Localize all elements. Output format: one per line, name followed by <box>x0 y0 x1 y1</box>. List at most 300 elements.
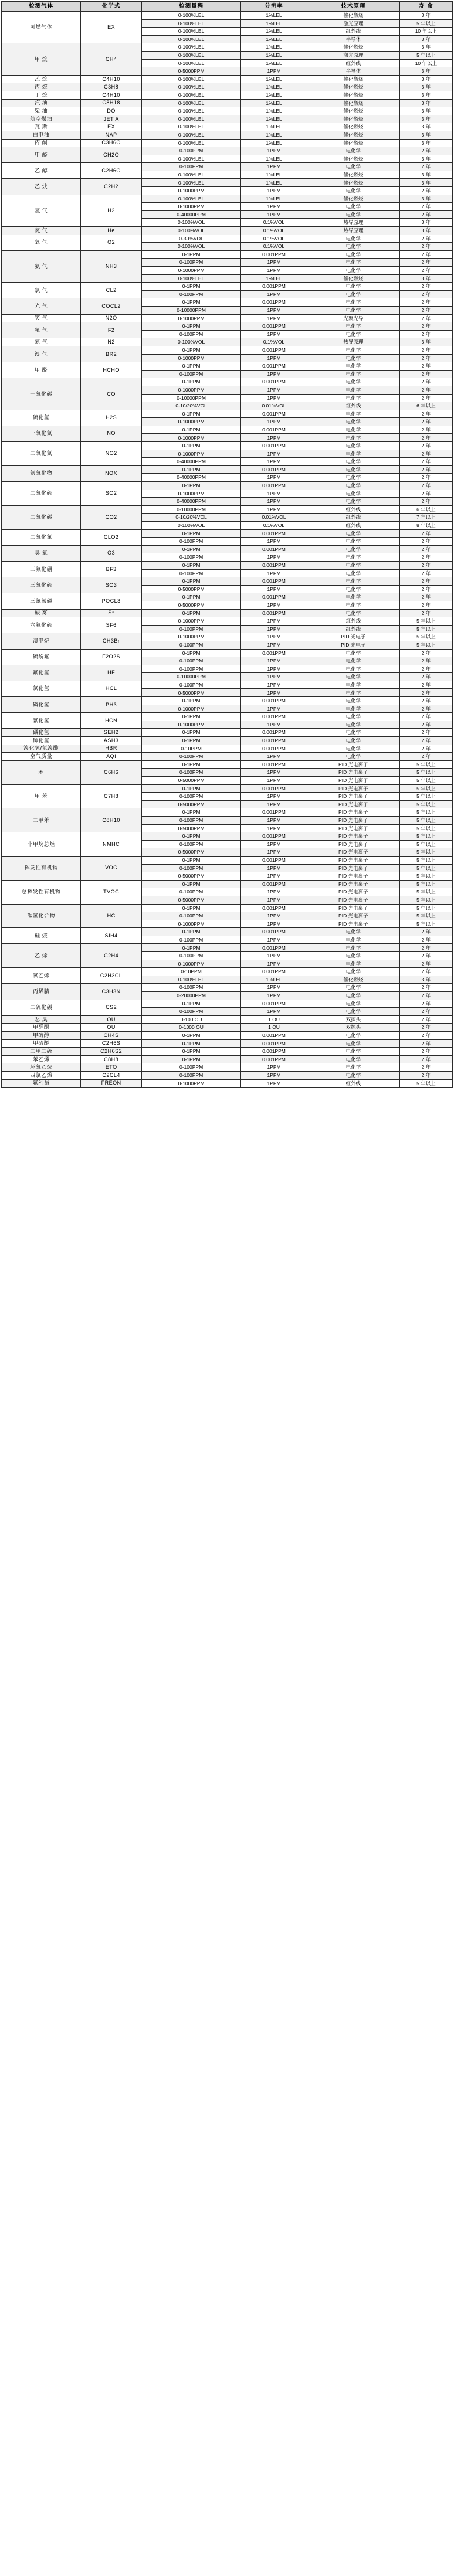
resolution-cell: 1PPM <box>241 960 307 968</box>
gas-name-cell: 甲硫醇 <box>2 1032 81 1040</box>
range-cell: 0-100%LEL <box>142 155 241 163</box>
lifetime-cell: 2 年 <box>399 1039 452 1048</box>
gas-name-cell: 笑 气 <box>2 314 81 322</box>
resolution-cell: 1PPM <box>241 617 307 626</box>
lifetime-cell: 2 年 <box>399 585 452 593</box>
table-row <box>2 75 453 83</box>
lifetime-cell: 8 年以上 <box>399 522 452 530</box>
range-cell: 0-1PPM <box>142 593 241 601</box>
range-cell: 0-1000PPM <box>142 617 241 626</box>
principle-cell: 催化燃烧 <box>307 43 399 52</box>
lifetime-cell: 2 年 <box>399 649 452 657</box>
resolution-cell: 1%LEL <box>241 131 307 139</box>
resolution-cell: 1PPM <box>241 721 307 729</box>
lifetime-cell: 5 年以上 <box>399 641 452 649</box>
resolution-cell: 0.001PPM <box>241 808 307 817</box>
lifetime-cell: 5 年以上 <box>399 920 452 928</box>
resolution-cell: 0.001PPM <box>241 928 307 936</box>
lifetime-cell: 2 年 <box>399 1071 452 1079</box>
resolution-cell: 0.01%VOL <box>241 514 307 522</box>
principle-cell: 电化学 <box>307 737 399 745</box>
resolution-cell: 1PPM <box>241 418 307 426</box>
range-cell: 0-100%LEL <box>142 131 241 139</box>
range-cell: 0-1PPM <box>142 346 241 354</box>
gas-name-cell: 六氟化硫 <box>2 617 81 633</box>
lifetime-cell: 3 年 <box>399 139 452 147</box>
lifetime-cell: 2 年 <box>399 250 452 259</box>
lifetime-cell: 2 年 <box>399 354 452 362</box>
lifetime-cell: 3 年 <box>399 75 452 83</box>
range-cell: 0-1000PPM <box>142 203 241 211</box>
principle-cell: PID 光电离子 <box>307 896 399 904</box>
principle-cell: 红外线 <box>307 514 399 522</box>
resolution-cell: 1PPM <box>241 330 307 338</box>
lifetime-cell: 2 年 <box>399 553 452 562</box>
principle-cell: 电化学 <box>307 960 399 968</box>
table-row <box>2 944 453 952</box>
principle-cell: 电化学 <box>307 665 399 673</box>
range-cell: 0-1000PPM <box>142 386 241 394</box>
lifetime-cell: 3 年 <box>399 131 452 139</box>
gas-name-cell: 氰化氢 <box>2 713 81 729</box>
principle-cell: 电化学 <box>307 370 399 378</box>
lifetime-cell: 3 年 <box>399 12 452 20</box>
resolution-cell: 0.001PPM <box>241 832 307 841</box>
gas-name-cell: 四氯乙烯 <box>2 1071 81 1079</box>
range-cell: 0-1PPM <box>142 808 241 817</box>
gas-formula-cell: C8H10 <box>81 808 142 832</box>
gas-name-cell: 甲 醛 <box>2 147 81 163</box>
principle-cell: 电化学 <box>307 936 399 944</box>
table-row <box>2 147 453 155</box>
lifetime-cell: 2 年 <box>399 713 452 721</box>
gas-name-cell: 磷化氢 <box>2 697 81 713</box>
table-row <box>2 163 453 171</box>
resolution-cell: 1PPM <box>241 816 307 824</box>
range-cell: 0-1000PPM <box>142 1079 241 1088</box>
gas-name-cell: 硅 烷 <box>2 928 81 944</box>
range-cell: 0-1PPM <box>142 322 241 331</box>
gas-name-cell: 苯 <box>2 760 81 784</box>
table-row <box>2 107 453 115</box>
gas-formula-cell: NMHC <box>81 832 142 857</box>
gas-formula-cell: CLO2 <box>81 529 142 545</box>
range-cell: 0-100%LEL <box>142 976 241 984</box>
principle-cell: 电化学 <box>307 705 399 713</box>
resolution-cell: 0.001PPM <box>241 944 307 952</box>
table-row <box>2 1048 453 1056</box>
lifetime-cell: 2 年 <box>399 992 452 1000</box>
lifetime-cell: 2 年 <box>399 593 452 601</box>
principle-cell: PID 光电离子 <box>307 777 399 785</box>
principle-cell: 半导体 <box>307 35 399 43</box>
principle-cell: 催化燃烧 <box>307 123 399 131</box>
gas-formula-cell: CH4 <box>81 43 142 75</box>
resolution-cell: 1PPM <box>241 458 307 466</box>
range-cell: 0-100PPM <box>142 952 241 960</box>
range-cell: 0-100%LEL <box>142 139 241 147</box>
range-cell: 0-100%VOL <box>142 219 241 227</box>
resolution-cell: 1%LEL <box>241 179 307 187</box>
lifetime-cell: 5 年以上 <box>399 864 452 872</box>
range-cell: 0-100PPM <box>142 912 241 920</box>
principle-cell: PID 光电离子 <box>307 760 399 769</box>
gas-formula-cell: HCL <box>81 681 142 696</box>
range-cell: 0-1PPM <box>142 1055 241 1063</box>
gas-name-cell: 一氧化氮 <box>2 426 81 441</box>
range-cell: 0-40000PPM <box>142 210 241 219</box>
gas-name-cell: 砷化氢 <box>2 737 81 745</box>
resolution-cell: 1PPM <box>241 848 307 857</box>
range-cell: 0-30%VOL <box>142 235 241 243</box>
lifetime-cell: 2 年 <box>399 235 452 243</box>
gas-formula-cell: C8H8 <box>81 1055 142 1063</box>
gas-name-cell: 甲 烷 <box>2 43 81 75</box>
resolution-cell: 1PPM <box>241 872 307 881</box>
resolution-cell: 0.001PPM <box>241 856 307 864</box>
range-cell: 0-100PPM <box>142 816 241 824</box>
table-row <box>2 617 453 626</box>
range-cell: 0-1PPM <box>142 832 241 841</box>
gas-formula-cell: H2 <box>81 195 142 226</box>
table-row <box>2 99 453 107</box>
lifetime-cell: 2 年 <box>399 474 452 482</box>
range-cell: 0-1000PPM <box>142 418 241 426</box>
lifetime-cell: 2 年 <box>399 442 452 450</box>
table-row <box>2 1063 453 1072</box>
range-cell: 0-1000PPM <box>142 721 241 729</box>
principle-cell: 电化学 <box>307 243 399 251</box>
table-row <box>2 1032 453 1040</box>
gas-name-cell: 丁 烷 <box>2 91 81 99</box>
table-header <box>2 2 453 12</box>
principle-cell: PID 光电离子 <box>307 872 399 881</box>
gas-formula-cell: C2H2 <box>81 179 142 195</box>
range-cell: 0-1PPM <box>142 737 241 745</box>
gas-name-cell: 氯乙烯 <box>2 968 81 984</box>
gas-name-cell: 恶 臭 <box>2 1015 81 1024</box>
principle-cell: 电化学 <box>307 1000 399 1008</box>
resolution-cell: 1%LEL <box>241 171 307 179</box>
resolution-cell: 1PPM <box>241 1079 307 1088</box>
gas-name-cell: 柴 油 <box>2 107 81 115</box>
resolution-cell: 0.001PPM <box>241 697 307 705</box>
range-cell: 0-100%LEL <box>142 19 241 28</box>
range-cell: 0-1PPM <box>142 904 241 912</box>
table-row <box>2 1000 453 1008</box>
resolution-cell: 1PPM <box>241 553 307 562</box>
resolution-cell: 1PPM <box>241 888 307 896</box>
resolution-cell: 1PPM <box>241 952 307 960</box>
range-cell: 0-1000PPM <box>142 354 241 362</box>
lifetime-cell: 5 年以上 <box>399 784 452 793</box>
resolution-cell: 1%LEL <box>241 123 307 131</box>
resolution-cell: 0.001PPM <box>241 713 307 721</box>
resolution-cell: 1%LEL <box>241 28 307 36</box>
range-cell: 0-10PPM <box>142 745 241 753</box>
lifetime-cell: 2 年 <box>399 378 452 386</box>
resolution-cell: 0.001PPM <box>241 426 307 434</box>
lifetime-cell: 5 年以上 <box>399 848 452 857</box>
range-cell: 0-100PPM <box>142 769 241 777</box>
gas-name-cell: 氮 气 <box>2 338 81 346</box>
table-row <box>2 729 453 737</box>
resolution-cell: 1PPM <box>241 800 307 808</box>
range-cell: 0-10000PPM <box>142 394 241 402</box>
table-row <box>2 322 453 331</box>
lifetime-cell: 3 年 <box>399 179 452 187</box>
gas-formula-cell: C2H6S <box>81 1039 142 1048</box>
gas-formula-cell: NH3 <box>81 250 142 282</box>
lifetime-cell: 5 年以上 <box>399 896 452 904</box>
gas-name-cell: 氦 气 <box>2 227 81 235</box>
range-cell: 0-100 OU <box>142 1015 241 1024</box>
lifetime-cell: 5 年以上 <box>399 800 452 808</box>
column-header-formula: 化学式 <box>81 2 142 12</box>
gas-name-cell: 乙 炔 <box>2 179 81 195</box>
lifetime-cell: 2 年 <box>399 147 452 155</box>
gas-name-cell: 航空煤油 <box>2 115 81 123</box>
principle-cell: 电化学 <box>307 553 399 562</box>
gas-name-cell: 二氧化碳 <box>2 505 81 529</box>
principle-cell: PID 光电离子 <box>307 840 399 848</box>
lifetime-cell: 5 年以上 <box>399 51 452 59</box>
resolution-cell: 1PPM <box>241 370 307 378</box>
principle-cell: 电化学 <box>307 259 399 267</box>
table-row <box>2 633 453 641</box>
lifetime-cell: 3 年 <box>399 43 452 52</box>
resolution-cell: 0.001PPM <box>241 784 307 793</box>
resolution-cell: 1PPM <box>241 824 307 832</box>
lifetime-cell: 2 年 <box>399 928 452 936</box>
gas-formula-cell: C3H3N <box>81 984 142 1000</box>
range-cell: 0-100PPM <box>142 864 241 872</box>
lifetime-cell: 2 年 <box>399 498 452 506</box>
principle-cell: PID 光电离子 <box>307 888 399 896</box>
range-cell: 0-1PPM <box>142 1000 241 1008</box>
resolution-cell: 0.001PPM <box>241 649 307 657</box>
gas-formula-cell: HCN <box>81 713 142 729</box>
range-cell: 0-100PPM <box>142 665 241 673</box>
gas-name-cell: 氯 气 <box>2 283 81 298</box>
range-cell: 0-1PPM <box>142 465 241 474</box>
principle-cell: 电化学 <box>307 928 399 936</box>
resolution-cell: 0.001PPM <box>241 745 307 753</box>
resolution-cell: 1%LEL <box>241 155 307 163</box>
resolution-cell: 1%LEL <box>241 107 307 115</box>
principle-cell: PID 光电离子 <box>307 856 399 864</box>
resolution-cell: 1PPM <box>241 450 307 458</box>
table-row <box>2 577 453 586</box>
resolution-cell: 1PPM <box>241 601 307 609</box>
gas-formula-cell: He <box>81 227 142 235</box>
lifetime-cell: 2 年 <box>399 721 452 729</box>
gas-name-cell: 二氧化氯 <box>2 529 81 545</box>
gas-formula-cell: AQI <box>81 753 142 761</box>
range-cell: 0-100PPM <box>142 1063 241 1072</box>
gas-name-cell: 瓦 斯 <box>2 123 81 131</box>
lifetime-cell: 2 年 <box>399 601 452 609</box>
table-row <box>2 442 453 450</box>
gas-formula-cell: NO2 <box>81 442 142 466</box>
gas-formula-cell: SO2 <box>81 482 142 506</box>
table-row <box>2 904 453 912</box>
gas-formula-cell: VOC <box>81 856 142 880</box>
range-cell: 0-1000PPM <box>142 187 241 195</box>
principle-cell: PID 光电离子 <box>307 864 399 872</box>
resolution-cell: 0.001PPM <box>241 346 307 354</box>
range-cell: 0-1PPM <box>142 378 241 386</box>
range-cell: 0-1PPM <box>142 362 241 371</box>
resolution-cell: 1%LEL <box>241 75 307 83</box>
lifetime-cell: 2 年 <box>399 243 452 251</box>
gas-name-cell: 总挥发性有机物 <box>2 880 81 904</box>
principle-cell: 电化学 <box>307 442 399 450</box>
resolution-cell: 1%LEL <box>241 43 307 52</box>
principle-cell: 电化学 <box>307 593 399 601</box>
principle-cell: 电化学 <box>307 1048 399 1056</box>
table-row <box>2 298 453 307</box>
principle-cell: 催化燃烧 <box>307 139 399 147</box>
lifetime-cell: 5 年以上 <box>399 793 452 801</box>
range-cell: 0-100%LEL <box>142 83 241 91</box>
lifetime-cell: 2 年 <box>399 450 452 458</box>
principle-cell: 电化学 <box>307 362 399 371</box>
lifetime-cell: 2 年 <box>399 577 452 586</box>
resolution-cell: 0.001PPM <box>241 529 307 538</box>
table-row <box>2 984 453 992</box>
gas-formula-cell: CS2 <box>81 1000 142 1015</box>
principle-cell: 催化燃烧 <box>307 274 399 283</box>
resolution-cell: 0.001PPM <box>241 1048 307 1056</box>
gas-name-cell: 氟利昂 <box>2 1079 81 1088</box>
principle-cell: 电化学 <box>307 306 399 314</box>
principle-cell: 电化学 <box>307 267 399 275</box>
gas-name-cell: 甲 醛 <box>2 362 81 378</box>
gas-name-cell: 二甲苯 <box>2 808 81 832</box>
principle-cell: 电化学 <box>307 418 399 426</box>
resolution-cell: 1PPM <box>241 259 307 267</box>
table-row <box>2 83 453 91</box>
resolution-cell: 1PPM <box>241 67 307 76</box>
gas-formula-cell: C4H10 <box>81 75 142 83</box>
column-header-gas: 检测气体 <box>2 2 81 12</box>
lifetime-cell: 3 年 <box>399 83 452 91</box>
lifetime-cell: 5 年以上 <box>399 625 452 633</box>
lifetime-cell: 2 年 <box>399 346 452 354</box>
range-cell: 0-1000PPM <box>142 450 241 458</box>
resolution-cell: 1PPM <box>241 394 307 402</box>
lifetime-cell: 3 年 <box>399 99 452 107</box>
principle-cell: 催化燃烧 <box>307 99 399 107</box>
principle-cell: 电化学 <box>307 952 399 960</box>
range-cell: 0-100PPM <box>142 147 241 155</box>
resolution-cell: 0.001PPM <box>241 737 307 745</box>
resolution-cell: 1PPM <box>241 585 307 593</box>
lifetime-cell: 2 年 <box>399 569 452 577</box>
principle-cell: PID 光电离子 <box>307 920 399 928</box>
lifetime-cell: 3 年 <box>399 227 452 235</box>
principle-cell: 红外线 <box>307 28 399 36</box>
lifetime-cell: 5 年以上 <box>399 760 452 769</box>
range-cell: 0-100PPM <box>142 290 241 298</box>
gas-formula-cell: CH2O <box>81 147 142 163</box>
principle-cell: 红外线 <box>307 625 399 633</box>
lifetime-cell: 2 年 <box>399 426 452 434</box>
table-body <box>2 12 453 1088</box>
table-row <box>2 346 453 354</box>
gas-formula-cell: N2 <box>81 338 142 346</box>
range-cell: 0-5000PPM <box>142 824 241 832</box>
resolution-cell: 0.1%VOL <box>241 235 307 243</box>
principle-cell: 电化学 <box>307 1055 399 1063</box>
gas-formula-cell: C4H10 <box>81 91 142 99</box>
lifetime-cell: 2 年 <box>399 665 452 673</box>
lifetime-cell: 2 年 <box>399 386 452 394</box>
lifetime-cell: 2 年 <box>399 1048 452 1056</box>
resolution-cell: 0.001PPM <box>241 1055 307 1063</box>
table-row <box>2 880 453 888</box>
range-cell: 0-100%LEL <box>142 35 241 43</box>
table-row <box>2 139 453 147</box>
range-cell: 0-1000PPM <box>142 434 241 442</box>
lifetime-cell: 2 年 <box>399 370 452 378</box>
range-cell: 0-100%LEL <box>142 179 241 187</box>
resolution-cell: 1%LEL <box>241 91 307 99</box>
resolution-cell: 1%LEL <box>241 99 307 107</box>
lifetime-cell: 2 年 <box>399 952 452 960</box>
gas-formula-cell: NOX <box>81 465 142 481</box>
gas-name-cell: 溴化氢/氢溴酸 <box>2 745 81 753</box>
lifetime-cell: 2 年 <box>399 561 452 569</box>
lifetime-cell: 2 年 <box>399 697 452 705</box>
principle-cell: 电化学 <box>307 410 399 418</box>
principle-cell: 电化学 <box>307 992 399 1000</box>
resolution-cell: 1%LEL <box>241 59 307 67</box>
table-row <box>2 561 453 569</box>
resolution-cell: 1%LEL <box>241 83 307 91</box>
range-cell: 0-100%LEL <box>142 12 241 20</box>
gas-formula-cell: C3H6O <box>81 139 142 147</box>
resolution-cell: 0.001PPM <box>241 410 307 418</box>
lifetime-cell: 5 年以上 <box>399 832 452 841</box>
gas-formula-cell: O2 <box>81 235 142 250</box>
resolution-cell: 0.1%VOL <box>241 227 307 235</box>
gas-name-cell: 甲醛酮 <box>2 1024 81 1032</box>
resolution-cell: 1PPM <box>241 657 307 665</box>
gas-formula-cell: CO2 <box>81 505 142 529</box>
lifetime-cell: 3 年 <box>399 115 452 123</box>
principle-cell: 电化学 <box>307 386 399 394</box>
table-row <box>2 179 453 187</box>
principle-cell: 电化学 <box>307 689 399 697</box>
gas-name-cell: 氟化氢 <box>2 665 81 681</box>
range-cell: 0-100PPM <box>142 888 241 896</box>
resolution-cell: 1PPM <box>241 936 307 944</box>
range-cell: 0-100PPM <box>142 538 241 546</box>
resolution-cell: 1PPM <box>241 210 307 219</box>
lifetime-cell: 2 年 <box>399 298 452 307</box>
principle-cell: 电化学 <box>307 681 399 689</box>
principle-cell: 催化燃烧 <box>307 131 399 139</box>
gas-name-cell: 氯化氢 <box>2 681 81 696</box>
gas-formula-cell: CL2 <box>81 283 142 298</box>
principle-cell: 电化学 <box>307 354 399 362</box>
range-cell: 0-1PPM <box>142 561 241 569</box>
gas-formula-cell: CH4S <box>81 1032 142 1040</box>
lifetime-cell: 5 年以上 <box>399 888 452 896</box>
principle-cell: 催化燃烧 <box>307 179 399 187</box>
